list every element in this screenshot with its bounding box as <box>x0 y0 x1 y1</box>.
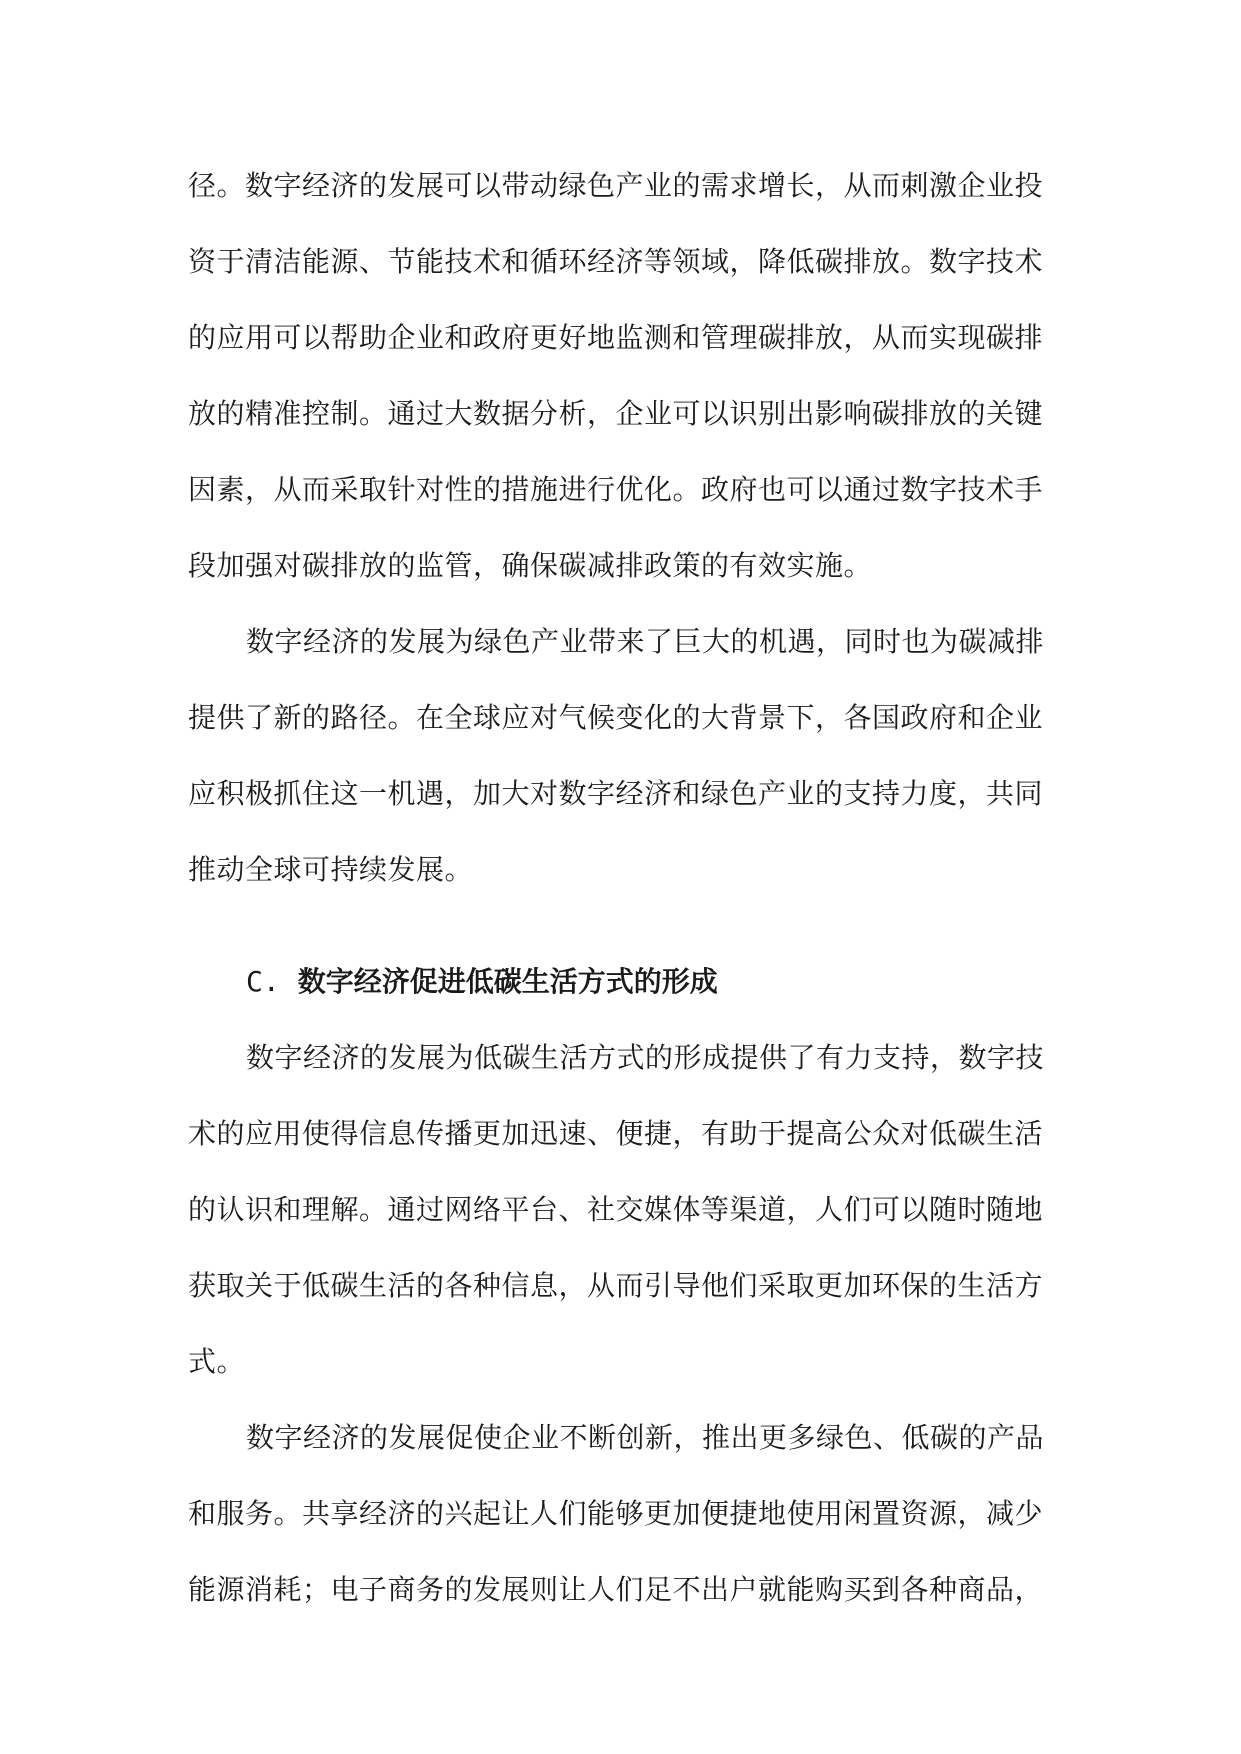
text-line: 获取关于低碳生活的各种信息，从而引导他们采取更加环保的生活方 <box>188 1269 1044 1302</box>
text-line: 放的精准控制。通过大数据分析，企业可以识别出影响碳排放的关键 <box>188 397 1044 430</box>
text-line: 因素，从而采取针对性的措施进行优化。政府也可以通过数字技术手 <box>188 473 1044 506</box>
text-line: 式。 <box>188 1345 246 1378</box>
text-line: 术的应用使得信息传播更加迅速、便捷，有助于提高公众对低碳生活 <box>188 1117 1044 1150</box>
text-line: 数字经济的发展为绿色产业带来了巨大的机遇，同时也为碳减排 <box>246 625 1045 658</box>
paragraph-1 <box>188 148 1058 604</box>
paragraph-2 <box>188 604 1058 908</box>
text-line: 数字经济的发展为低碳生活方式的形成提供了有力支持，数字技 <box>246 1041 1045 1074</box>
text-line: 提供了新的路径。在全球应对气候变化的大背景下，各国政府和企业 <box>188 701 1044 734</box>
document-body <box>188 148 1058 1628</box>
text-line: 能源消耗；电子商务的发展则让人们足不出户就能购买到各种商品， <box>188 1573 1044 1606</box>
text-line: 资于清洁能源、节能技术和循环经济等领域，降低碳排放。数字技术 <box>188 245 1044 278</box>
text-line: 的认识和理解。通过网络平台、社交媒体等渠道，人们可以随时随地 <box>188 1193 1044 1226</box>
section-marker: C. <box>246 965 280 998</box>
section-heading <box>188 944 1058 1020</box>
text-line: 应积极抓住这一机遇，加大对数字经济和绿色产业的支持力度，共同 <box>188 777 1044 810</box>
paragraph-3 <box>188 1020 1058 1400</box>
section-title: 数字经济促进低碳生活方式的形成 <box>297 965 718 998</box>
text-line: 的应用可以帮助企业和政府更好地监测和管理碳排放，从而实现碳排 <box>188 321 1044 354</box>
text-line: 和服务。共享经济的兴起让人们能够更加便捷地使用闲置资源，减少 <box>188 1497 1044 1530</box>
paragraph-4 <box>188 1400 1058 1628</box>
text-line: 推动全球可持续发展。 <box>188 853 474 886</box>
text-line: 数字经济的发展促使企业不断创新，推出更多绿色、低碳的产品 <box>246 1421 1045 1454</box>
text-line: 径。数字经济的发展可以带动绿色产业的需求增长，从而刺激企业投 <box>188 169 1044 202</box>
text-line: 段加强对碳排放的监管，确保碳减排政策的有效实施。 <box>188 549 873 582</box>
